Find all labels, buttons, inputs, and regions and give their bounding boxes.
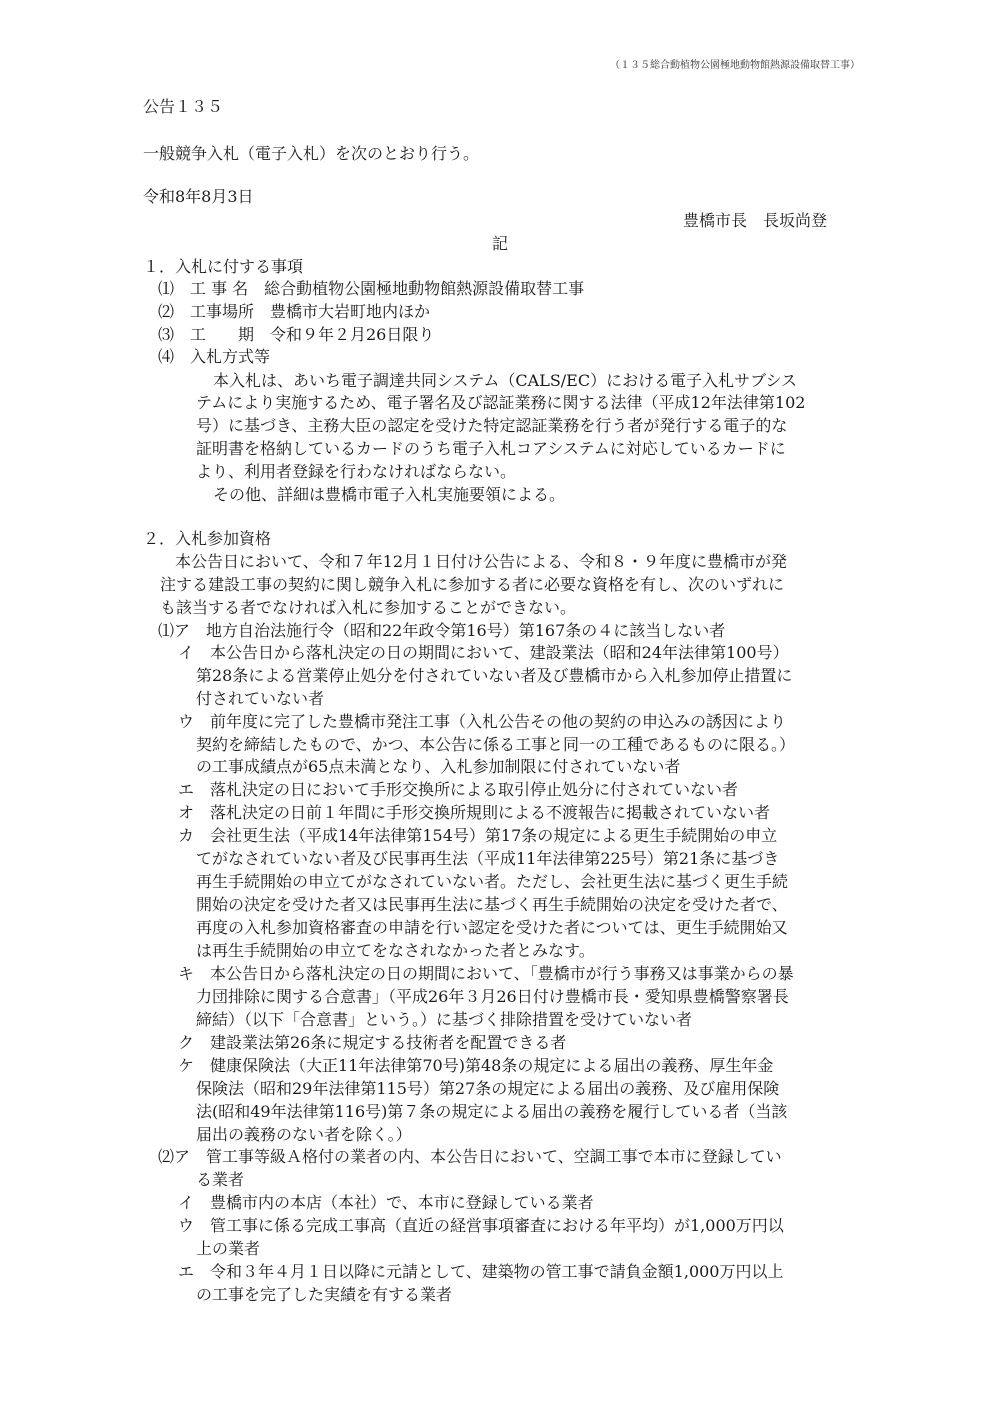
qualification-line: 第28条による営業停止処分を付されていない者及び豊橋市から入札参加停止措置に (196, 666, 793, 685)
qualification-2-line: エ 令和３年４月１日以降に元請として、建築物の管工事で請負金額1,000万円以上 (178, 1262, 784, 1281)
method-paragraph-line: 号）に基づき、主務大臣の認定を受けた特定認証業務を行う者が発行する電子的な (196, 416, 788, 435)
notice-intro: 一般競争入札（電子入札）を次のとおり行う。 (143, 144, 480, 163)
method-paragraph-line: 証明書を格納しているカードのうち電子入札コアシステムに対応しているカードに (196, 439, 786, 458)
qualification-2-line: ⑵ア 管工事等級Ａ格付の業者の内、本公告日において、空調工事で本市に登録してい (158, 1147, 782, 1166)
qualification-line: 付されていない者 (196, 689, 325, 708)
qualification-line: 届出の義務のない者を除く。） (196, 1125, 412, 1144)
qualification-2-line: る業者 (196, 1170, 245, 1189)
qualification-line: ⑴ア 地方自治法施行令（昭和22年政令第16号）第167条の４に該当しない者 (158, 621, 726, 640)
section-1-title: １．入札に付する事項 (143, 257, 304, 276)
method-paragraph-line: より、利用者登録を行わなければならない。 (196, 462, 517, 481)
qualification-line: 法(昭和49年法律第116号)第７条の規定による届出の義務を履行している者（当該 (196, 1102, 788, 1121)
qualification-line: オ 落札決定の日前１年間に手形交換所規則による不渡報告に掲載されていない者 (178, 803, 771, 822)
qualification-line: イ 本公告日から落札決定の日の期間において、建設業法（昭和24年法律第100号） (178, 643, 789, 662)
ki-heading: 記 (492, 234, 509, 253)
qualification-intro-line: 本公告日において、令和７年12月１日付け公告による、令和８・９年度に豊橋市が発 (175, 552, 788, 571)
document-header: （１３５総合動植物公園極地動物館熱源設備取替工事） (610, 60, 860, 71)
qualification-line: 保険法（昭和29年法律第115号）第27条の規定による届出の義務、及び雇用保険 (196, 1079, 780, 1098)
qualification-intro-line: 注する建設工事の契約に関し競争入札に参加する者に必要な資格を有し、次のいずれに (160, 575, 785, 594)
qualification-line: は再生手続開始の申立てをなされなかった者とみなす。 (196, 941, 595, 960)
notice-number: 公告１３５ (143, 97, 224, 116)
method-other-line: その他、詳細は豊橋市電子入札実施要領による。 (213, 485, 566, 504)
qualification-line: 再生手続開始の申立てがなされていない者。ただし、会社更生法に基づく更生手続 (196, 872, 789, 891)
qualification-line: ウ 前年度に完了した豊橋市発注工事（入札公告その他の契約の申込みの誘因により (178, 712, 787, 731)
qualification-line: てがなされていない者及び民事再生法（平成11年法律第225号）第21条に基づき (196, 849, 780, 868)
signer: 豊橋市長 長坂尚登 (683, 211, 828, 230)
qualification-line: 開始の決定を受けた者又は民事再生法に基づく再生手続開始の決定を受けた者で、 (196, 895, 788, 914)
item-2-location: ⑵ 工事場所 豊橋市大岩町地内ほか (158, 302, 431, 321)
method-paragraph-line: 本入札は、あいち電子調達共同システム（CALS/EC）における電子入札サブシス (213, 371, 797, 390)
qualification-line: カ 会社更生法（平成14年法律第154号）第17条の規定による更生手続開始の申立 (178, 826, 778, 845)
section-2-title: ２．入札参加資格 (143, 529, 272, 548)
qualification-line: ケ 健康保険法（大正11年法律第70号)第48条の規定による届出の義務、厚生年金 (178, 1056, 774, 1075)
item-1-project-name: ⑴ 工 事 名 総合動植物公園極地動物館熱源設備取替工事 (158, 279, 585, 298)
notice-date: 令和8年8月3日 (143, 187, 254, 206)
qualification-2-line: の工事を完了した実績を有する業者 (196, 1285, 453, 1304)
item-3-period: ⑶ 工 期 令和９年２月26日限り (158, 325, 435, 344)
qualification-2-line: ウ 管工事に係る完成工事高（直近の経営事項審査における年平均）が1,000万円以 (178, 1216, 784, 1235)
qualification-line: ク 建設業法第26条に規定する技術者を配置できる者 (178, 1033, 567, 1052)
qualification-line: 締結）（以下「合意書」という。）に基づく排除措置を受けていない者 (196, 1010, 693, 1029)
qualification-line: 契約を締結したもので、かつ、本公告に係る工事と同一の工種であるものに限る。） (196, 735, 796, 754)
qualification-line: の工事成績点が65点未満となり、入札参加制限に付されていない者 (196, 757, 681, 776)
method-paragraph-line: テムにより実施するため、電子署名及び認証業務に関する法律（平成12年法律第102 (196, 393, 806, 412)
qualification-line: 力団排除に関する合意書」（平成26年３月26日付け豊橋市長・愛知県豊橋警察署長 (196, 987, 789, 1006)
qualification-line: 再度の入札参加資格審査の申請を行い認定を受けた者については、更生手続開始又 (196, 918, 788, 937)
item-4-method: ⑷ 入札方式等 (158, 347, 271, 366)
qualification-2-line: イ 豊橋市内の本店（本社）で、本市に登録している業者 (178, 1193, 594, 1212)
qualification-2-line: 上の業者 (196, 1239, 261, 1258)
qualification-line: キ 本公告日から落札決定の日の期間において、「豊橋市が行う事務又は事業からの暴 (178, 964, 794, 983)
qualification-line: エ 落札決定の日において手形交換所による取引停止処分に付されていない者 (178, 780, 739, 799)
qualification-intro-line: も該当する者でなければ入札に参加することができない。 (160, 598, 577, 617)
